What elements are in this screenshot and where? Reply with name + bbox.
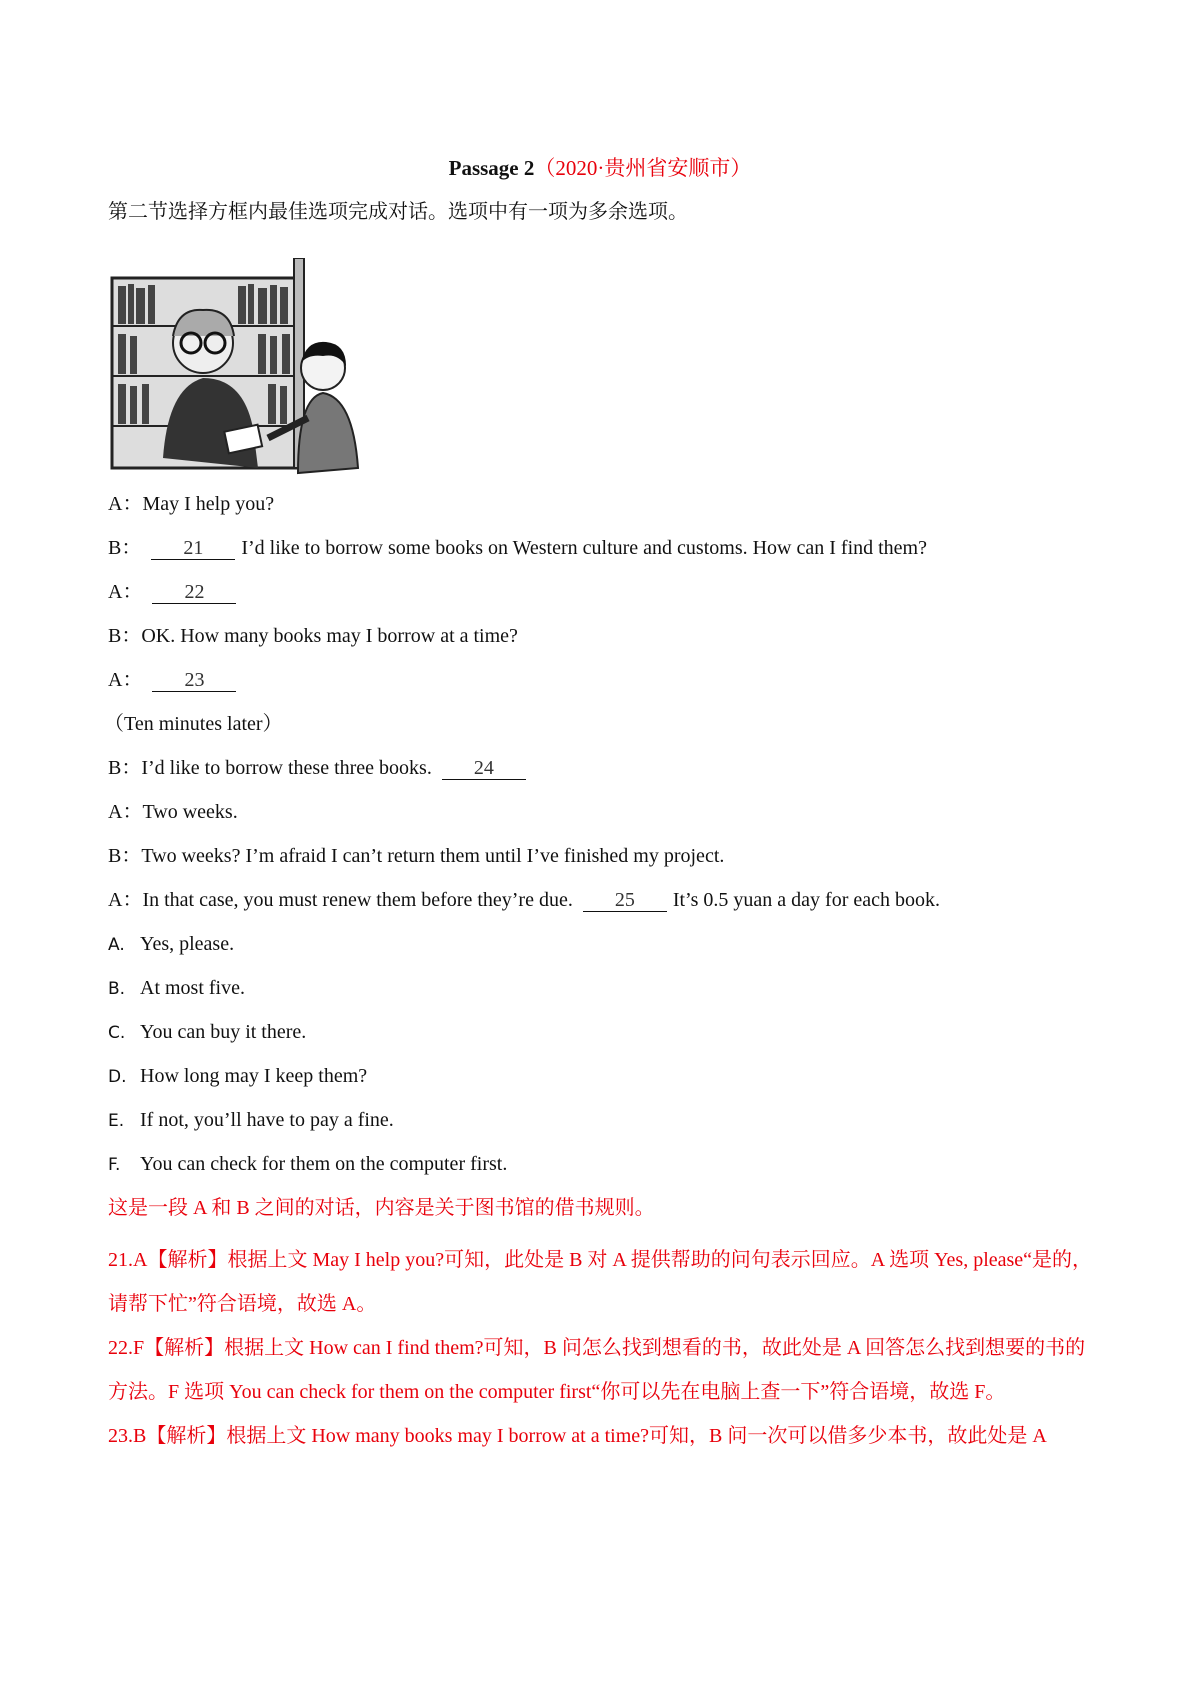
analysis-intro: 这是一段 A 和 B 之间的对话，内容是关于图书馆的借书规则。 [108, 1197, 655, 1219]
dialogue-line-10 [108, 886, 940, 914]
answer-blank-23[interactable]: 23 [152, 669, 236, 692]
speaker: B： [108, 625, 142, 647]
option-text: How long may I keep them? [140, 1065, 368, 1087]
option-text: Yes, please. [140, 933, 235, 955]
dialogue-line-3 [108, 578, 242, 606]
option-text: You can buy it there. [140, 1021, 307, 1043]
speaker: A： [108, 493, 143, 515]
dialogue-text: It’s 0.5 yuan a day for each book. [672, 889, 940, 911]
dialogue-line-8 [108, 798, 238, 826]
passage-source: （2020·贵州省安顺市） [534, 156, 752, 180]
dialogue-line-7 [108, 754, 532, 782]
dialogue-line-6 [104, 710, 283, 738]
dialogue-text: OK. How many books may I borrow at a time? [141, 625, 518, 647]
option-a [108, 930, 234, 959]
option-letter: E. [108, 1111, 125, 1131]
dialogue-line-5 [108, 666, 242, 694]
dialogue-line-9 [108, 842, 724, 870]
option-c [108, 1018, 306, 1047]
option-letter: B. [108, 979, 126, 999]
speaker: A： [108, 889, 143, 911]
speaker: A： [108, 669, 143, 691]
dialogue-text: In that case, you must renew them before they’re due. [142, 889, 573, 911]
instruction: 第二节选择方框内最佳选项完成对话。选项中有一项为多余选项。 [108, 201, 688, 223]
speaker: B： [108, 757, 142, 779]
dialogue-text: May I help you? [142, 493, 275, 515]
analysis-23: 23.B【解析】根据上文 How many books may I borrow at a time?可知，B 问一次可以借多少本书，故此处是 A [108, 1425, 1047, 1447]
dialogue-text: I’d like to borrow these three books. [141, 757, 432, 779]
stage-direction: （Ten minutes later） [104, 713, 283, 735]
speaker: A： [108, 801, 143, 823]
option-text: You can check for them on the computer first. [140, 1153, 508, 1175]
answer-blank-21[interactable]: 21 [151, 537, 235, 560]
dialogue-text: I’d like to borrow some books on Western culture and customs. How can I find them? [241, 537, 927, 559]
analysis-21: 21.A【解析】根据上文 May I help you?可知，此处是 B 对 A 提供帮助的问句表示回应。A 选项 Yes, please“是的，请帮下忙”符合语境，故选 A。 [108, 1249, 1093, 1315]
answer-blank-22[interactable]: 22 [152, 581, 236, 604]
option-f [108, 1150, 507, 1179]
option-text: If not, you’ll have to pay a fine. [140, 1109, 394, 1131]
library-illustration [108, 258, 398, 508]
dialogue-text: Two weeks? I’m afraid I can’t return them until I’ve finished my project. [141, 845, 725, 867]
passage-title [0, 154, 1200, 182]
passage-label: Passage 2 [448, 156, 535, 180]
speaker: B： [108, 845, 142, 867]
answer-blank-25[interactable]: 25 [583, 889, 667, 912]
option-b [108, 974, 245, 1003]
speaker: B： [108, 537, 142, 559]
dialogue-line-4 [108, 622, 518, 650]
dialogue-text: Two weeks. [142, 801, 238, 823]
option-text: At most five. [140, 977, 245, 999]
option-letter: F. [108, 1155, 121, 1175]
option-d [108, 1062, 367, 1091]
option-letter: A. [108, 935, 125, 955]
option-letter: C. [108, 1023, 126, 1043]
option-letter: D. [108, 1067, 127, 1087]
answer-blank-24[interactable]: 24 [442, 757, 526, 780]
analysis-22: 22.F【解析】根据上文 How can I find them?可知，B 问怎么找到想看的书，故此处是 A 回答怎么找到想要的书的方法。F 选项 You can check for them on the computer first“你可以先在电脑上查一下”符合语境，故选 F。 [108, 1337, 1086, 1403]
speaker: A： [108, 581, 143, 603]
option-e [108, 1106, 394, 1135]
dialogue-line-1 [108, 490, 274, 518]
dialogue-line-2 [108, 534, 927, 562]
